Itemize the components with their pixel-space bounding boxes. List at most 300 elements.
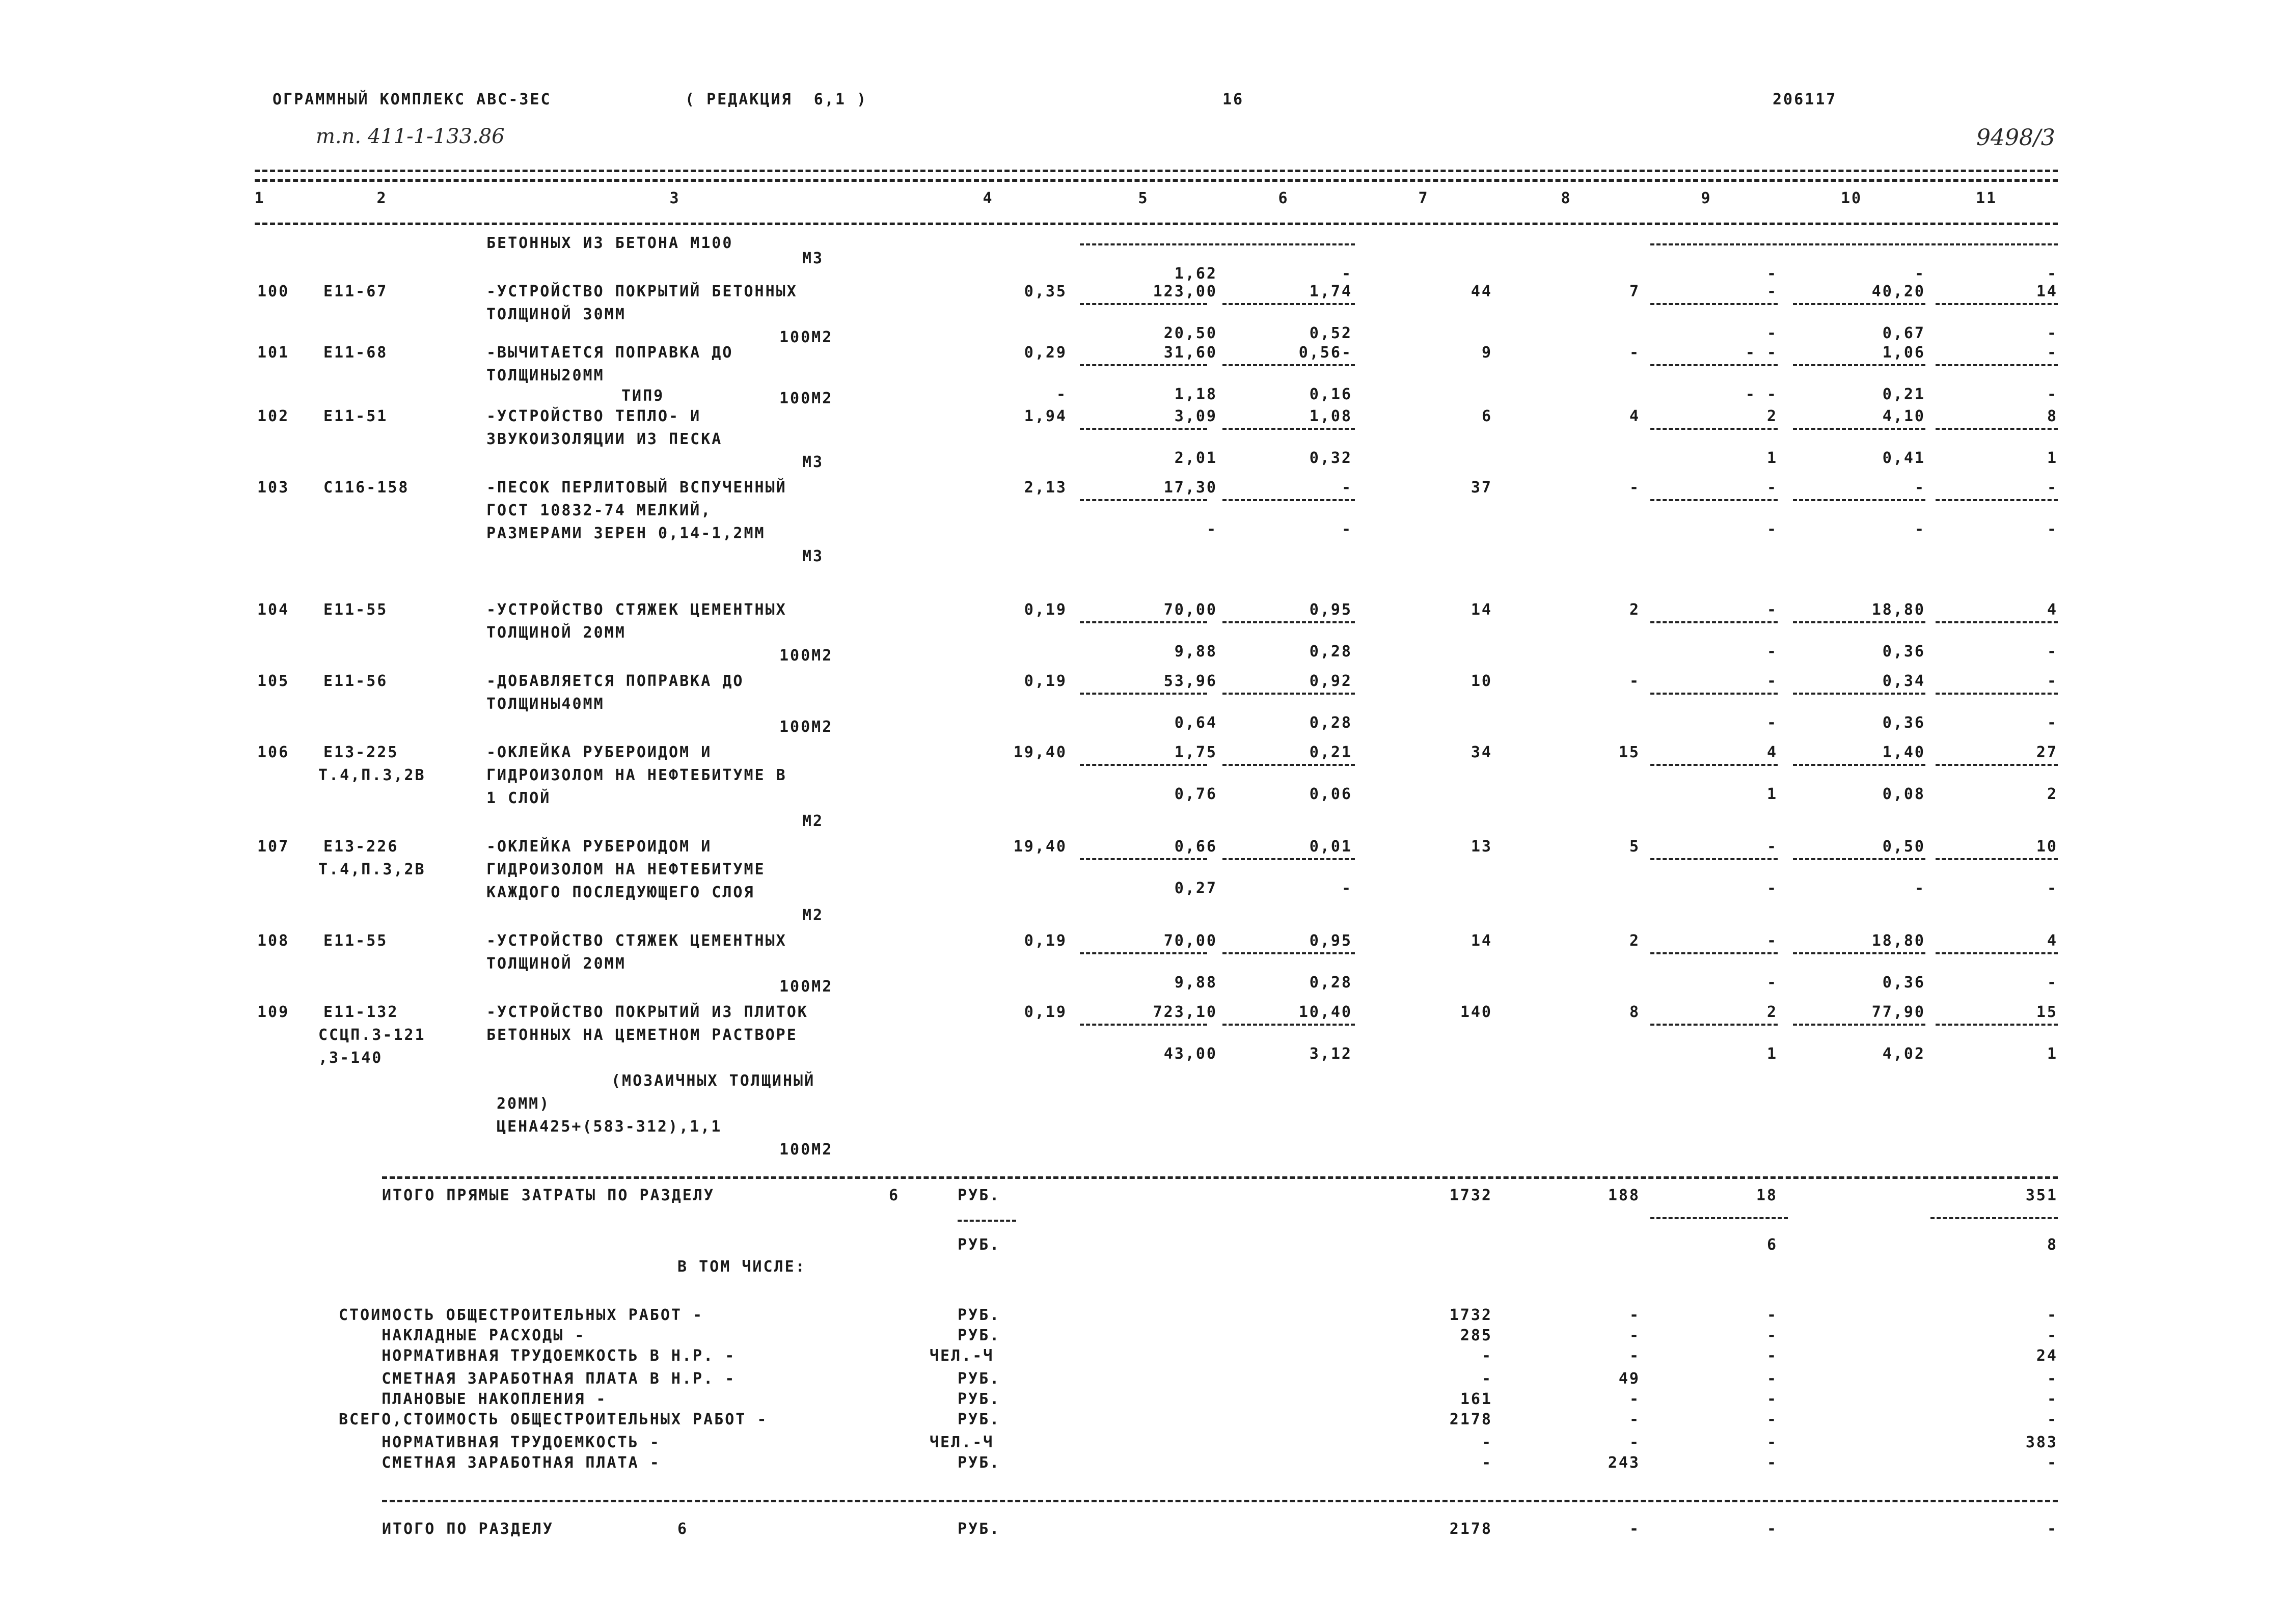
cell-rule	[1936, 364, 2058, 366]
item-description: ГИДРОИЗОЛОМ НА НЕФТЕБИТУМЕ В	[486, 766, 787, 784]
unit-cost-wage: 2,01	[1174, 449, 1217, 467]
cell-rule	[1650, 858, 1778, 860]
machine-total-wage: -	[1766, 714, 1778, 732]
breakdown-col7: -	[1481, 1434, 1492, 1451]
section-total-col8: -	[1629, 1520, 1640, 1538]
cell-rule	[1936, 764, 2058, 766]
labor-per-unit: 4,10	[1882, 407, 1925, 425]
item-description: КАЖДОГО ПОСЛЕДУЮЩЕГО СЛОЯ	[486, 884, 755, 901]
norm-code: Е11-55	[323, 601, 388, 619]
cell-rule	[1222, 1024, 1355, 1026]
column-header-10: 10	[1840, 189, 1863, 207]
unit-cost-wage: 0,76	[1174, 785, 1217, 803]
section-total-rule	[382, 1500, 2058, 1502]
norm-code: Е13-226	[323, 838, 399, 856]
breakdown-col9: -	[1766, 1306, 1778, 1324]
breakdown-label: НАКЛАДНЫЕ РАСХОДЫ -	[339, 1327, 586, 1344]
cell-rule	[1650, 621, 1778, 623]
page-number: 16	[1222, 91, 1244, 108]
qty-value-2: -	[1056, 386, 1067, 403]
section-total-number: 6	[677, 1520, 689, 1538]
cell-rule	[1080, 621, 1207, 623]
cell-rule	[1080, 499, 1207, 501]
labor-total-2: -	[2047, 643, 2058, 660]
labor-total-2: -	[2047, 879, 2058, 897]
item-description: ГОСТ 10832-74 МЕЛКИЙ,	[486, 502, 712, 519]
item-number: 103	[257, 479, 290, 497]
cell-rule	[1080, 1024, 1207, 1026]
breakdown-col8: 243	[1608, 1454, 1640, 1472]
total-cost: 14	[1471, 601, 1492, 619]
unit-label: М3	[802, 453, 824, 471]
labor-total: -	[2047, 479, 2058, 497]
column-header-1: 1	[254, 189, 265, 207]
item-number: 105	[257, 672, 290, 690]
document-code: 206117	[1773, 91, 1837, 108]
total-cost: 9	[1481, 344, 1492, 362]
cell-rule	[1936, 499, 2058, 501]
breakdown-unit: РУБ.	[958, 1370, 1001, 1388]
labor-per-unit: 1,40	[1882, 744, 1925, 761]
labor-per-unit-2: 0,36	[1882, 714, 1925, 732]
cell-rule	[1793, 1024, 1925, 1026]
breakdown-col8: -	[1629, 1434, 1640, 1451]
breakdown-col11: -	[2047, 1411, 2058, 1428]
cell-rule	[1650, 764, 1778, 766]
labor-per-unit: 40,20	[1871, 283, 1925, 300]
lead-rule	[1080, 243, 1355, 245]
column-header-9: 9	[1701, 189, 1712, 207]
item-description: ТОЛЩИНОЙ 20ММ	[486, 955, 626, 973]
labor-per-unit: 1,06	[1882, 344, 1925, 362]
machine-total: -	[1766, 838, 1778, 856]
direct-costs-col7: 1732	[1449, 1187, 1492, 1204]
cell-rule	[1650, 364, 1778, 366]
cell-rule	[1080, 952, 1207, 954]
column-header-5: 5	[1138, 189, 1149, 207]
labor-total-2: 2	[2047, 785, 2058, 803]
breakdown-label: СМЕТНАЯ ЗАРАБОТНАЯ ПЛАТА В Н.Р. -	[339, 1370, 736, 1388]
column-header-4: 4	[983, 189, 994, 207]
item-description: БЕТОННЫХ НА ЦЕМЕТНОМ РАСТВОРЕ	[486, 1026, 798, 1044]
machine-total-wage: 1	[1766, 785, 1778, 803]
total-wage: 7	[1629, 283, 1640, 300]
column-header-2: 2	[376, 189, 388, 207]
section-total-col9: -	[1766, 1520, 1778, 1538]
breakdown-col9: -	[1766, 1390, 1778, 1408]
breakdown-col8: -	[1629, 1306, 1640, 1324]
labor-per-unit-2: -	[1914, 879, 1925, 897]
machine-wage: -	[1341, 520, 1352, 538]
item-number: 104	[257, 601, 290, 619]
machine-cost: 0,95	[1309, 932, 1352, 950]
cell-rule	[1650, 1024, 1778, 1026]
column-header-6: 6	[1278, 189, 1289, 207]
labor-total-2: -	[2047, 386, 2058, 403]
total-cost: 14	[1471, 932, 1492, 950]
breakdown-col11: -	[2047, 1306, 2058, 1324]
machine-wage: 0,32	[1309, 449, 1352, 467]
labor-per-unit-2: 0,21	[1882, 386, 1925, 403]
totals-rule	[382, 1176, 2058, 1179]
qty-value: 1,94	[1024, 407, 1067, 425]
breakdown-col7: -	[1481, 1370, 1492, 1388]
direct-costs-label: ИТОГО ПРЯМЫЕ ЗАТРАТЫ ПО РАЗДЕЛУ	[382, 1187, 715, 1204]
norm-code: Е11-55	[323, 932, 388, 950]
labor-total: -	[2047, 344, 2058, 362]
cell-rule	[1650, 428, 1778, 430]
labor-total-2: 1	[2047, 449, 2058, 467]
breakdown-col7: 161	[1460, 1390, 1492, 1408]
breakdown-col7: 1732	[1449, 1306, 1492, 1324]
cell-rule	[1222, 303, 1355, 305]
cell-rule	[1793, 858, 1925, 860]
item-number: 106	[257, 744, 290, 761]
unit-label: М3	[802, 250, 824, 267]
cell-rule	[1936, 1024, 2058, 1026]
cell-rule	[1222, 693, 1355, 695]
total-cost: 13	[1471, 838, 1492, 856]
norm-code: Е11-51	[323, 407, 388, 425]
item-description: ТОЛЩИНЫ20ММ	[486, 367, 605, 384]
norm-code: ,3-140	[318, 1049, 383, 1067]
cell-rule	[1650, 303, 1778, 305]
item-description: РАЗМЕРАМИ ЗЕРЕН 0,14-1,2ММ	[486, 525, 766, 542]
unit-label: 100М2	[779, 328, 833, 346]
unit-cost: 3,09	[1174, 407, 1217, 425]
machine-total-wage: -	[1766, 879, 1778, 897]
cell-rule	[1936, 858, 2058, 860]
machine-total: 2	[1766, 1003, 1778, 1021]
unit-cost-wage: 43,00	[1163, 1045, 1217, 1063]
unit-cost: 123,00	[1153, 283, 1217, 300]
norm-code: С116-158	[323, 479, 410, 497]
section-total-col7: 2178	[1449, 1520, 1492, 1538]
total-wage: -	[1629, 672, 1640, 690]
header-rule-bottom	[255, 223, 2058, 225]
machine-cost: 0,01	[1309, 838, 1352, 856]
cell-rule	[1793, 428, 1925, 430]
machine-total-wage: -	[1766, 520, 1778, 538]
labor-total: 8	[2047, 407, 2058, 425]
labor-per-unit: 0,50	[1882, 838, 1925, 856]
item-description: -ОКЛЕЙКА РУБЕРОИДОМ И	[486, 838, 712, 856]
breakdown-col8: -	[1629, 1327, 1640, 1344]
cell-rule	[1936, 952, 2058, 954]
total-cost: 34	[1471, 744, 1492, 761]
breakdown-col11: -	[2047, 1370, 2058, 1388]
unit-cost-wage: 9,88	[1174, 643, 1217, 660]
labor-per-unit: 18,80	[1871, 932, 1925, 950]
unit-cost-wage: -	[1206, 520, 1217, 538]
machine-wage: 0,16	[1309, 386, 1352, 403]
machine-wage: 0,28	[1309, 974, 1352, 992]
cell-rule	[1650, 693, 1778, 695]
unit-label: 100М2	[779, 390, 833, 407]
breakdown-col8: 49	[1618, 1370, 1640, 1388]
machine-cost: 1,74	[1309, 283, 1352, 300]
unit-label: М2	[802, 812, 824, 830]
unit-cost: 0,66	[1174, 838, 1217, 856]
machine-total-wage: 1	[1766, 449, 1778, 467]
item-description: ТОЛЩИНОЙ 20ММ	[486, 624, 626, 642]
labor-per-unit: -	[1914, 479, 1925, 497]
item-description: ГИДРОИЗОЛОМ НА НЕФТЕБИТУМЕ	[486, 861, 766, 878]
direct-costs-col9: 18	[1756, 1187, 1778, 1204]
machine-wage: -	[1341, 879, 1352, 897]
norm-code: ССЦП.3-121	[318, 1026, 426, 1044]
header-rule-top-2	[255, 179, 2058, 182]
machine-total-wage: -	[1766, 643, 1778, 660]
direct-costs-col11: 351	[2025, 1187, 2058, 1204]
breakdown-col9: -	[1766, 1454, 1778, 1472]
unit-label: 100М2	[779, 647, 833, 665]
total-wage: 8	[1629, 1003, 1640, 1021]
breakdown-label: СТОИМОСТЬ ОБЩЕСТРОИТЕЛЬНЫХ РАБОТ -	[339, 1306, 704, 1324]
machine-cost: -	[1341, 265, 1352, 283]
column-header-8: 8	[1561, 189, 1572, 207]
labor-total: 27	[2036, 744, 2058, 761]
labor-per-unit: 18,80	[1871, 601, 1925, 619]
total-cost: 6	[1481, 407, 1492, 425]
breakdown-unit: РУБ.	[958, 1306, 1001, 1324]
breakdown-label: ВСЕГО,СТОИМОСТЬ ОБЩЕСТРОИТЕЛЬНЫХ РАБОТ -	[339, 1411, 768, 1428]
cell-rule	[1222, 764, 1355, 766]
item-number: 101	[257, 344, 290, 362]
breakdown-unit: РУБ.	[958, 1454, 1001, 1472]
item-description: -ДОБАВЛЯЕТСЯ ПОПРАВКА ДО	[486, 672, 744, 690]
machine-wage: 0,28	[1309, 714, 1352, 732]
item-description: -ВЫЧИТАЕТСЯ ПОПРАВКА ДО	[486, 344, 733, 362]
cell-rule	[1222, 364, 1355, 366]
direct-costs-unit: РУБ.	[958, 1187, 1001, 1204]
machine-total-wage: - -	[1745, 386, 1778, 403]
unit-label: 100М2	[779, 978, 833, 996]
cell-rule	[1080, 303, 1207, 305]
machine-wage: 0,06	[1309, 785, 1352, 803]
item-description: -УСТРОЙСТВО ПОКРЫТИЙ ИЗ ПЛИТОК	[486, 1003, 808, 1021]
total-wage: 5	[1629, 838, 1640, 856]
breakdown-col11: -	[2047, 1327, 2058, 1344]
direct-costs-col9-2: 6	[1766, 1236, 1778, 1254]
section-total-label: ИТОГО ПО РАЗДЕЛУ	[382, 1520, 554, 1538]
total-wage: 4	[1629, 407, 1640, 425]
unit-cost: 70,00	[1163, 932, 1217, 950]
cell-rule	[1080, 428, 1207, 430]
labor-per-unit-2: 0,08	[1882, 785, 1925, 803]
norm-code: Т.4,П.3,2В	[318, 766, 426, 784]
cell-rule	[1080, 764, 1207, 766]
cell-rule	[1080, 858, 1207, 860]
item-number: 108	[257, 932, 290, 950]
item-number: 102	[257, 407, 290, 425]
unit-label: 100М2	[779, 1141, 833, 1159]
item-number: 100	[257, 283, 290, 300]
total-cost: 140	[1460, 1003, 1492, 1021]
unit-cost: 53,96	[1163, 672, 1217, 690]
norm-code: Е13-225	[323, 744, 399, 761]
item-description: -УСТРОЙСТВО СТЯЖЕК ЦЕМЕНТНЫХ	[486, 601, 787, 619]
total-wage: -	[1629, 479, 1640, 497]
breakdown-col9: -	[1766, 1411, 1778, 1428]
labor-per-unit: 77,90	[1871, 1003, 1925, 1021]
labor-per-unit: -	[1914, 265, 1925, 283]
labor-total: -	[2047, 265, 2058, 283]
breakdown-label: СМЕТНАЯ ЗАРАБОТНАЯ ПЛАТА -	[339, 1454, 661, 1472]
unit-cost: 1,62	[1174, 265, 1217, 283]
unit-underline	[958, 1220, 1016, 1222]
item-description: -УСТРОЙСТВО СТЯЖЕК ЦЕМЕНТНЫХ	[486, 932, 787, 950]
type-label: ТИП9	[621, 387, 665, 405]
labor-per-unit-2: 4,02	[1882, 1045, 1925, 1063]
section-total-unit: РУБ.	[958, 1520, 1001, 1538]
cell-rule	[1793, 764, 1925, 766]
item-description: (МОЗАИЧНЫХ ТОЛЩИНЫЙ	[611, 1072, 815, 1090]
cell-rule	[1936, 693, 2058, 695]
cell-rule	[1936, 428, 2058, 430]
machine-cost: 0,95	[1309, 601, 1352, 619]
breakdown-unit: ЧЕЛ.-Ч	[930, 1434, 994, 1451]
norm-code: Т.4,П.3,2В	[318, 861, 426, 878]
labor-total: 10	[2036, 838, 2058, 856]
item-description: ЗВУКОИЗОЛЯЦИИ ИЗ ПЕСКА	[486, 430, 723, 448]
total-wage: 15	[1618, 744, 1640, 761]
cell-rule	[1793, 364, 1925, 366]
unit-cost-wage: 9,88	[1174, 974, 1217, 992]
labor-total: 4	[2047, 601, 2058, 619]
labor-total-2: -	[2047, 974, 2058, 992]
breakdown-col11: -	[2047, 1390, 2058, 1408]
breakdown-col7: 285	[1460, 1327, 1492, 1344]
labor-total: 4	[2047, 932, 2058, 950]
header-rule-top	[255, 170, 2058, 172]
labor-per-unit-2: 0,36	[1882, 643, 1925, 660]
cell-rule	[1793, 303, 1925, 305]
unit-cost-wage: 0,27	[1174, 879, 1217, 897]
machine-cost: 0,92	[1309, 672, 1352, 690]
item-description: -УСТРОЙСТВО ТЕПЛО- И	[486, 407, 701, 425]
machine-cost: -	[1341, 479, 1352, 497]
labor-per-unit-2: 0,67	[1882, 324, 1925, 342]
direct-costs-col11-2: 8	[2047, 1236, 2058, 1254]
machine-total: 4	[1766, 744, 1778, 761]
item-description: -УСТРОЙСТВО ПОКРЫТИЙ БЕТОННЫХ	[486, 283, 798, 300]
unit-cost: 1,75	[1174, 744, 1217, 761]
qty-value: 0,19	[1024, 932, 1067, 950]
breakdown-unit: РУБ.	[958, 1390, 1001, 1408]
cell-rule	[1650, 952, 1778, 954]
handwritten-sheet-ref: 9498/3	[1976, 125, 2055, 151]
item-description: 20ММ)	[497, 1095, 551, 1113]
machine-total: - -	[1745, 344, 1778, 362]
labor-total: 14	[2036, 283, 2058, 300]
unit-cost: 31,60	[1163, 344, 1217, 362]
breakdown-col11: 383	[2025, 1434, 2058, 1451]
breakdown-col9: -	[1766, 1370, 1778, 1388]
item-number: 107	[257, 838, 290, 856]
norm-code: Е11-56	[323, 672, 388, 690]
machine-total-wage: 1	[1766, 1045, 1778, 1063]
breakdown-unit: РУБ.	[958, 1411, 1001, 1428]
column-header-11: 11	[1975, 189, 1998, 207]
machine-total: 2	[1766, 407, 1778, 425]
item-description: ТОЛЩИНОЙ 30ММ	[486, 306, 626, 323]
cell-rule	[1793, 499, 1925, 501]
item-description: ЦЕНА425+(583-312),1,1	[497, 1118, 722, 1136]
machine-cost: 10,40	[1298, 1003, 1352, 1021]
cell-rule	[1793, 621, 1925, 623]
breakdown-col8: -	[1629, 1390, 1640, 1408]
qty-value: 0,19	[1024, 601, 1067, 619]
cell-rule	[1080, 693, 1207, 695]
labor-total-2: 1	[2047, 1045, 2058, 1063]
breakdown-col7: -	[1481, 1454, 1492, 1472]
machine-total: -	[1766, 932, 1778, 950]
cell-rule	[1793, 693, 1925, 695]
breakdown-col9: -	[1766, 1327, 1778, 1344]
machine-wage: 3,12	[1309, 1045, 1352, 1063]
breakdown-col8: -	[1629, 1411, 1640, 1428]
cell-rule	[1936, 303, 2058, 305]
item-description: 1 СЛОЙ	[486, 789, 551, 807]
machine-total-wage: -	[1766, 324, 1778, 342]
labor-per-unit: 0,34	[1882, 672, 1925, 690]
breakdown-label: ПЛАНОВЫЕ НАКОПЛЕНИЯ -	[339, 1390, 607, 1408]
unit-cost: 70,00	[1163, 601, 1217, 619]
breakdown-col11: 24	[2036, 1347, 2058, 1365]
section-total-col11: -	[2047, 1520, 2058, 1538]
labor-total-2: -	[2047, 520, 2058, 538]
total-cost: 37	[1471, 479, 1492, 497]
direct-costs-unit-2: РУБ.	[958, 1236, 1001, 1254]
handwritten-doc-ref: т.п. 411-1-133.86	[316, 125, 505, 148]
machine-total: -	[1766, 601, 1778, 619]
unit-cost-wage: 1,18	[1174, 386, 1217, 403]
breakdown-label: НОРМАТИВНАЯ ТРУДОЕМКОСТЬ -	[339, 1434, 661, 1451]
including-label: В ТОМ ЧИСЛЕ:	[677, 1258, 806, 1276]
machine-cost: 0,21	[1309, 744, 1352, 761]
lead-rule-right	[1650, 243, 2058, 245]
cell-rule	[1793, 952, 1925, 954]
machine-total: -	[1766, 479, 1778, 497]
labor-total: -	[2047, 672, 2058, 690]
cell-rule	[1936, 621, 2058, 623]
edition-label: ( РЕДАКЦИЯ 6,1 )	[685, 91, 868, 108]
cell-rule	[1650, 499, 1778, 501]
labor-per-unit-2: -	[1914, 520, 1925, 538]
col9-rule	[1650, 1217, 1788, 1219]
column-header-3: 3	[669, 189, 681, 207]
total-wage: -	[1629, 344, 1640, 362]
total-wage: 2	[1629, 601, 1640, 619]
machine-cost: 1,08	[1309, 407, 1352, 425]
col11-rule	[1930, 1217, 2058, 1219]
unit-cost-wage: 20,50	[1163, 324, 1217, 342]
norm-code: Е11-68	[323, 344, 388, 362]
norm-code: Е11-132	[323, 1003, 399, 1021]
unit-cost: 723,10	[1153, 1003, 1217, 1021]
unit-label: 100М2	[779, 718, 833, 736]
unit-label: М3	[802, 547, 824, 565]
qty-value: 0,19	[1024, 672, 1067, 690]
breakdown-unit: РУБ.	[958, 1327, 1001, 1344]
breakdown-label: НОРМАТИВНАЯ ТРУДОЕМКОСТЬ В Н.Р. -	[339, 1347, 736, 1365]
qty-value: 19,40	[1013, 744, 1067, 761]
labor-total-2: -	[2047, 714, 2058, 732]
unit-label: М2	[802, 906, 824, 924]
machine-cost: 0,56-	[1298, 344, 1352, 362]
qty-value: 19,40	[1013, 838, 1067, 856]
